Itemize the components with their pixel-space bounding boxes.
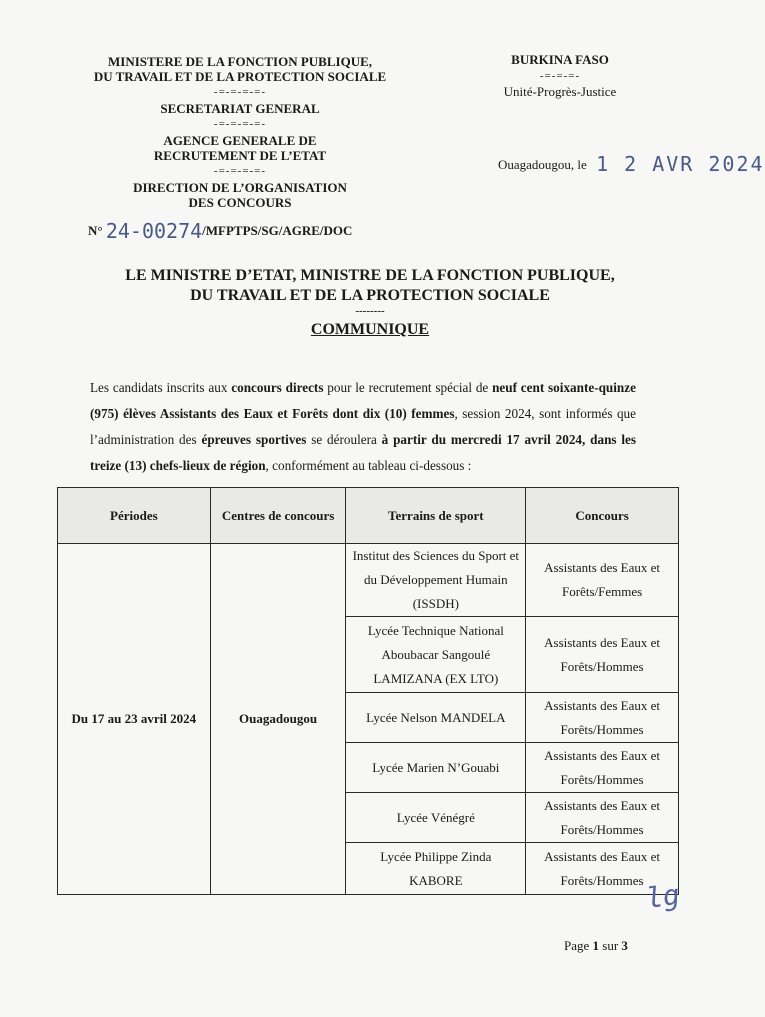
table-header-row [58,488,679,544]
separator: -=-=-=- [539,70,581,82]
header-periods: Périodes [58,488,211,544]
ministry-name-line1: MINISTERE DE LA FONCTION PUBLIQUE, [107,54,373,69]
concours-cell: Assistants des Eaux et Forêts/Hommes [526,793,679,843]
terrain-cell: Lycée Nelson MANDELA [346,693,526,743]
concours-cell: Assistants des Eaux et Forêts/Femmes [526,544,679,617]
title-line2: DU TRAVAIL ET DE LA PROTECTION SOCIALE [190,287,550,304]
header-centers: Centres de concours [210,488,346,544]
terrain-cell: Lycée Vénégré [346,793,526,843]
center-cell: Ouagadougou [210,544,346,895]
header-terrains: Terrains de sport [346,488,526,544]
page-of-label: sur [602,938,619,953]
page-current: 1 [592,938,600,953]
date-stamp: 1 2 AVR 2024 [596,152,765,176]
ministry-name-line2: DU TRAVAIL ET DE LA PROTECTION SOCIALE [93,69,387,84]
body-text: , conformément au tableau ci-dessous : [265,458,472,473]
reference-suffix: /MFPTPS/SG/AGRE/DOC [202,223,353,238]
separator: -=-=-=-=- [213,118,267,130]
terrain-cell: Institut des Sciences du Sport et du Développement Humain (ISSDH) [346,544,526,617]
terrain-cell: Lycée Technique National Aboubacar Sangoulé LAMIZANA (EX LTO) [346,617,526,693]
concours-cell: Assistants des Eaux et Forêts/Hommes [526,743,679,793]
communique-heading: COMMUNIQUE [310,321,430,338]
terrain-cell: Lycée Marien N’Gouabi [346,743,526,793]
body-emphasis: épreuves sportives [201,432,307,447]
concours-cell: Assistants des Eaux et Forêts/Hommes [526,693,679,743]
agency-line1: AGENCE GENERALE DE [163,133,317,148]
schedule-table [57,487,679,895]
page-total: 3 [621,938,628,953]
document-title [60,266,680,340]
reference-handwritten: 24-00274 [105,219,203,243]
body-emphasis: à partir du mercredi 17 avril 2024, dans les treize (13) chefs-lieux de région [90,432,637,473]
country-name: BURKINA FASO [511,52,609,67]
body-emphasis: concours directs [231,380,324,395]
ministry-header [70,54,410,210]
body-text: se déroulera [306,432,382,447]
separator: -=-=-=-=- [213,86,267,98]
page-label: Page [564,938,590,953]
concours-cell: Assistants des Eaux et Forêts/Hommes [526,843,679,895]
period-cell: Du 17 au 23 avril 2024 [58,544,211,895]
separator: -=-=-=-=- [213,165,267,177]
terrain-cell: Lycée Philippe Zinda KABORE [346,843,526,895]
direction-line2: DES CONCOURS [188,195,292,210]
table-row [58,544,679,617]
title-line1: LE MINISTRE D’ETAT, MINISTRE DE LA FONCTION PUBLIQUE, [125,267,615,284]
date-prefix: Ouagadougou, le [498,157,587,172]
concours-cell: Assistants des Eaux et Forêts/Hommes [526,617,679,693]
body-paragraph [90,375,636,479]
country-header [490,52,630,100]
page-number [564,938,628,954]
reference-prefix: N° [88,223,103,238]
header-concours: Concours [526,488,679,544]
title-separator: -------- [355,305,385,317]
agency-line2: RECRUTEMENT DE L’ETAT [153,148,327,163]
direction-line1: DIRECTION DE L’ORGANISATION [133,180,347,195]
secretariat-label: SECRETARIAT GENERAL [160,101,320,116]
handwritten-initials: lg [643,877,682,916]
body-text: pour le recrutement spécial de [323,380,493,395]
country-motto: Unité-Progrès-Justice [503,84,617,99]
body-text: , session 2024, sont informés que l’administration des [90,406,636,447]
body-emphasis: neuf cent soixante-quinze (975) élèves Assistants des Eaux et Forêts dont dix (10) femmes [90,380,636,421]
reference-number [88,216,353,243]
date-line [498,152,765,176]
body-text: Les candidats inscrits aux [90,380,232,395]
